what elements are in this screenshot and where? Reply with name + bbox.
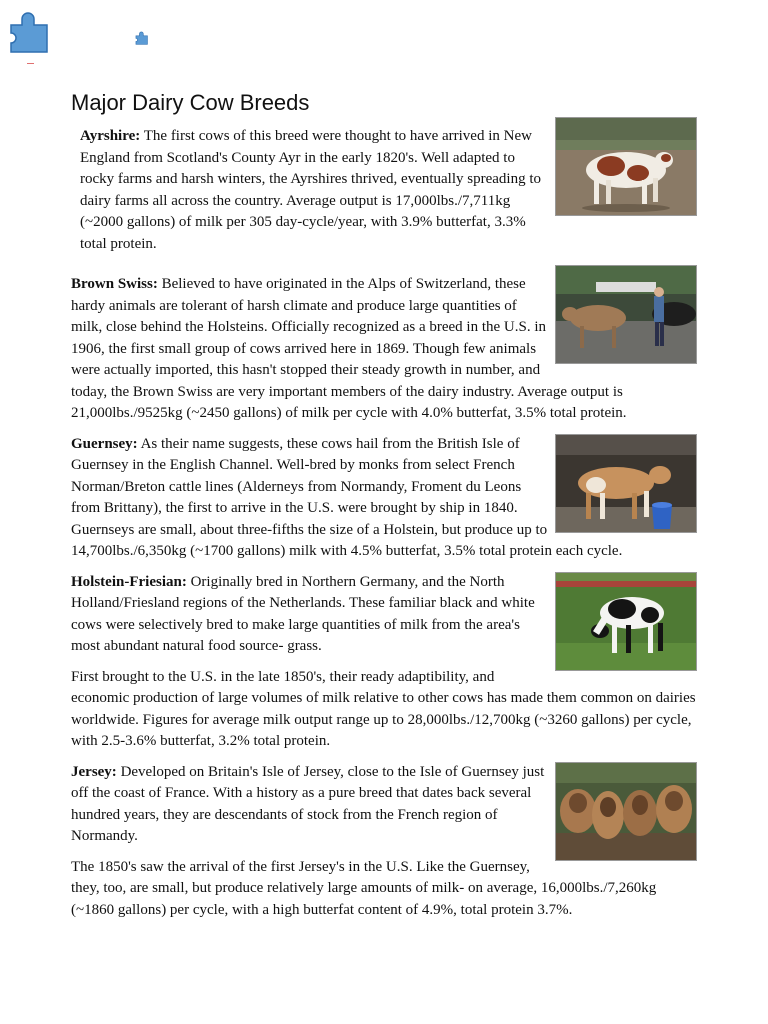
breed-name: Guernsey: [71, 435, 138, 452]
breed-holstein-friesian [71, 572, 697, 753]
breed-guernsey [71, 434, 697, 563]
breed-name: Brown Swiss: [71, 276, 158, 292]
jersey-photo [555, 762, 697, 861]
breed-name: Jersey: [71, 763, 117, 780]
plugin-icon [8, 10, 52, 54]
decorative-mark [27, 63, 34, 64]
breed-name: Ayrshire: [80, 128, 141, 144]
holstein-photo [555, 572, 697, 671]
article [71, 86, 697, 921]
ayrshire-photo [555, 117, 697, 216]
breed-jersey [71, 762, 697, 922]
breed-brown-swiss [71, 274, 697, 425]
jersey-extra-text: The 1850's saw the arrival of the first Jersey's in the U.S. Like the Guernsey, they, too, are small, but produce relatively large amounts of milk- on average, 16,000lbs./7,260kg (~1860 gallons) per cycle, with a high butterfat content of 4.9%, total protein 3.7%. [71, 858, 657, 918]
breed-name: Holstein-Friesian: [71, 573, 187, 590]
page-title: Major Dairy Cow Breeds [71, 90, 310, 115]
breed-description: As their name suggests, these cows hail from the British Isle of Guernsey in the English Channel. Well-bred by monks from select French Norman/Breton cattle lines (Alderneys from Normandy, Froment du Leons from Brittany), the first to arrive in the U.S. were brought by ship in 1840. Guernseys are small, about three-fifths the size of a Holstein, but produce up to 14,700lbs./6,350kg (~1700 gallons) milk with 4.5% butterfat, 3.5% total protein each cycle. [71, 435, 623, 559]
breed-ayrshire [71, 126, 697, 255]
breed-description: Developed on Britain's Isle of Jersey, close to the Isle of Guernsey just off the coast of France. With a history as a pure breed that dates back several hundred years, they are descendants of stock from the French region of Normandy. [71, 763, 545, 844]
plugin-icon-small [135, 31, 149, 45]
breed-description: Originally bred in Northern Germany, and the North Holland/Friesland regions of the Netherlands. These familiar black and white cows were selectively bred to make large quantities of milk from the area's most abundant natural food source- grass. [71, 573, 535, 654]
guernsey-photo [555, 434, 697, 533]
brown-swiss-photo [555, 265, 697, 364]
breed-description: The first cows of this breed were thought to have arrived in New England from Scotland's County Ayr in the early 1820's. Well adapted to rocky farms and harsh winters, the Ayrshires thrived, eventually spreading to dairy farms all across the country. Average output is 17,000lbs./7,711kg (~2000 gallons) of milk per 305 day-cycle/year, with 3.9% butterfat, 3.3% total protein. [80, 128, 542, 252]
breed-description: Believed to have originated in the Alps of Switzerland, these hardy animals are tolerant of harsh climate and produce large quantities of milk, close behind the Holsteins. Officially recognized as a breed in the U.S. in 1906, the first small group of cows arrived here in 1869. Though few animals were actually imported, this hasn't stopped their steady growth in number, and today, the Brown Swiss are very important members of the dairy industry. Average output is 21,000lbs./9525kg (~2450 gallons) of milk per cycle with 4.0% butterfat, 3.5% total protein. [71, 276, 627, 421]
holstein-extra-text: First brought to the U.S. in the late 1850's, their ready adaptibility, and economic production of large volumes of milk relative to other cows has made them common on dairies worldwide. Figures for average milk output range up to 28,000lbs./12,700kg (~3260 gallons) per cycle, with 2.5-3.6% butterfat, 3.2% total protein. [71, 668, 696, 749]
